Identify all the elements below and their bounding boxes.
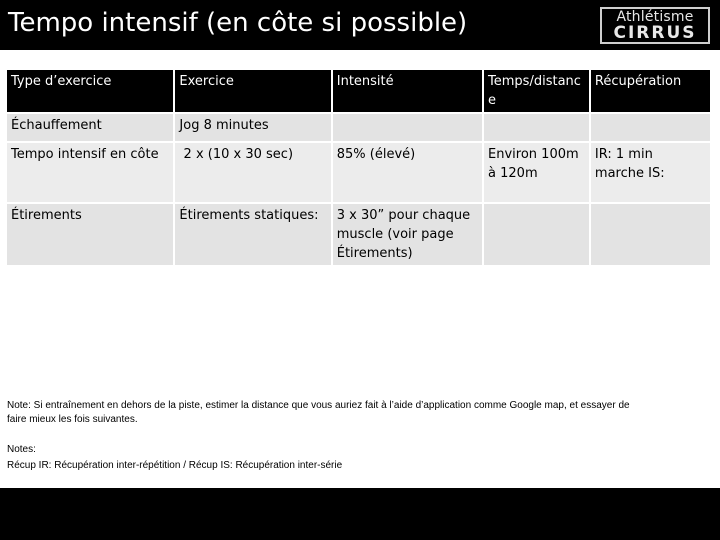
table-cell: Tempo intensif en côte [7,143,173,202]
slide-content [0,50,720,488]
notes-text: Récup IR: Récupération inter-répétition / Récup IS: Récupération inter-série [7,460,343,471]
logo-line-2: CIRRUS [613,23,697,43]
table-cell: 85% (élevé) [333,143,482,202]
notes-label: Notes: [7,444,36,455]
slide-header [0,0,720,50]
header-cell: Temps/distance [484,70,589,112]
slide-title: Tempo intensif (en côte si possible) [8,8,468,38]
table-row [7,143,710,202]
header-cell: Récupération [591,70,710,112]
table-cell [591,204,710,265]
table-cell: 2 x (10 x 30 sec) [175,143,330,202]
table-cell [484,114,589,141]
table-cell: IR: 1 min marche IS: [591,143,710,202]
header-cell: Intensité [333,70,482,112]
table-cell [591,114,710,141]
logo-line-1: Athlétisme [616,9,694,25]
table-header-row [7,70,710,112]
table-cell: Environ 100m à 120m [484,143,589,202]
athletisme-cirrus-logo [600,7,710,44]
header-cell: Exercice [175,70,330,112]
training-table [5,68,712,267]
table-cell: Jog 8 minutes [175,114,330,141]
table-row [7,204,710,265]
table-row [7,114,710,141]
table-cell [333,114,482,141]
table-cell: Étirements [7,204,173,265]
header-cell: Type d’exercice [7,70,173,112]
distance-note: Note: Si entraînement en dehors de la piste, estimer la distance que vous auriez fait à l’aide d’application comme Google map, et essayer de faire mieux les fois suivantes. [7,400,630,425]
table-cell: Étirements statiques: [175,204,330,265]
table-cell: 3 x 30” pour chaque muscle (voir page Étirements) [333,204,482,265]
table-cell [484,204,589,265]
table-cell: Échauffement [7,114,173,141]
